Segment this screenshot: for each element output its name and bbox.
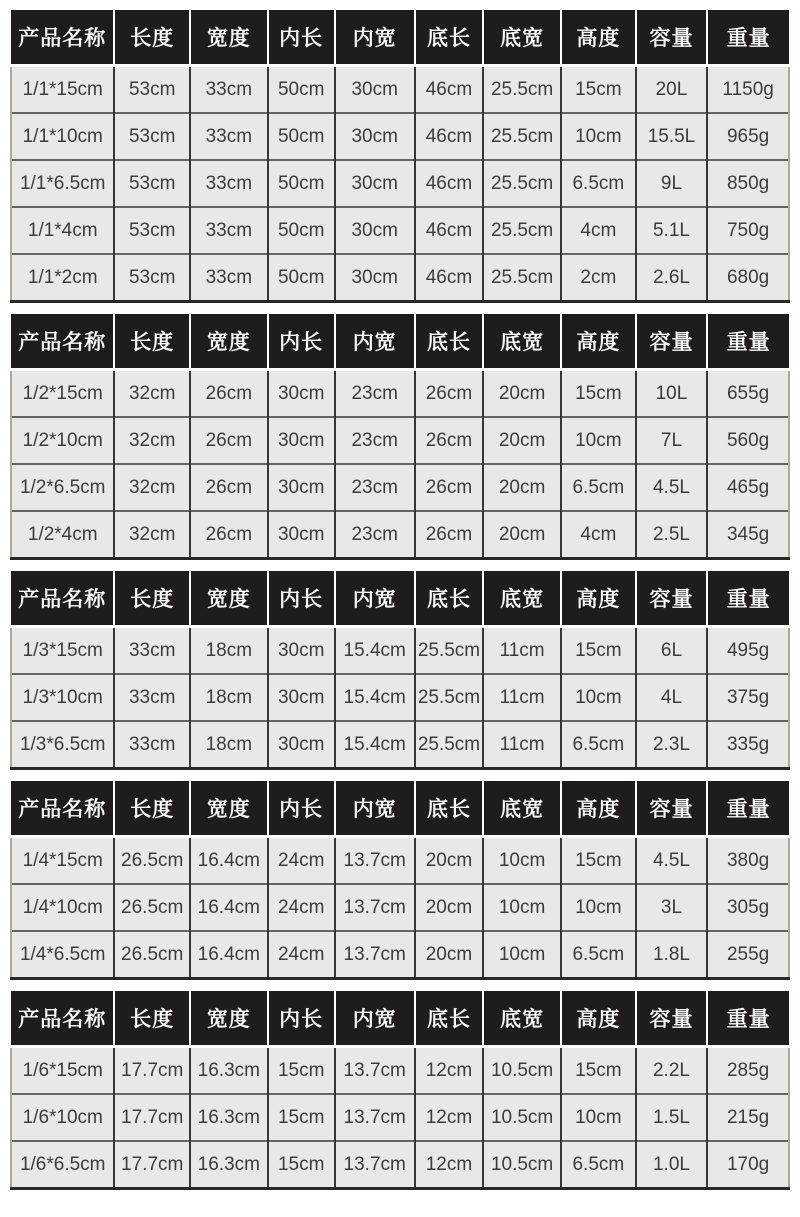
spec-value-cell: 15.4cm [335, 627, 415, 675]
product-name-cell: 1/1*4cm [11, 207, 114, 254]
spec-value-cell: 50cm [268, 66, 335, 114]
spec-value-cell: 24cm [268, 931, 335, 979]
spec-value-cell: 30cm [335, 66, 415, 114]
spec-value-cell: 32cm [114, 370, 189, 418]
spec-value-cell: 1.8L [636, 931, 708, 979]
spec-value-cell: 13.7cm [335, 1094, 415, 1141]
column-header: 内长 [268, 781, 335, 837]
table-row [11, 674, 789, 721]
column-header: 底长 [415, 10, 483, 66]
spec-value-cell: 50cm [268, 113, 335, 160]
table-row [11, 1047, 789, 1095]
table-row [11, 113, 789, 160]
spec-value-cell: 6L [636, 627, 708, 675]
spec-value-cell: 16.3cm [190, 1094, 268, 1141]
product-name-cell: 1/3*6.5cm [11, 721, 114, 769]
column-header: 底长 [415, 781, 483, 837]
spec-value-cell: 53cm [114, 254, 189, 302]
header-row [11, 10, 789, 66]
column-header: 容量 [636, 10, 708, 66]
spec-value-cell: 15cm [561, 837, 636, 885]
spec-value-cell: 26cm [415, 370, 483, 418]
spec-table [10, 781, 790, 980]
spec-value-cell: 6.5cm [561, 931, 636, 979]
table-row [11, 884, 789, 931]
spec-value-cell: 20cm [415, 931, 483, 979]
column-header: 高度 [561, 991, 636, 1047]
spec-value-cell: 18cm [190, 721, 268, 769]
spec-value-cell: 2.6L [636, 254, 708, 302]
spec-value-cell: 23cm [335, 464, 415, 511]
column-header: 底长 [415, 314, 483, 370]
spec-value-cell: 20cm [415, 837, 483, 885]
spec-value-cell: 20cm [483, 417, 561, 464]
spec-value-cell: 4L [636, 674, 708, 721]
product-name-cell: 1/1*2cm [11, 254, 114, 302]
table-row [11, 66, 789, 114]
column-header: 内宽 [335, 10, 415, 66]
spec-value-cell: 335g [707, 721, 789, 769]
spec-value-cell: 13.7cm [335, 837, 415, 885]
column-header: 内宽 [335, 781, 415, 837]
column-header: 产品名称 [11, 10, 114, 66]
spec-value-cell: 12cm [415, 1047, 483, 1095]
column-header: 底长 [415, 571, 483, 627]
spec-value-cell: 15cm [561, 1047, 636, 1095]
product-name-cell: 1/1*15cm [11, 66, 114, 114]
spec-value-cell: 15.5L [636, 113, 708, 160]
spec-value-cell: 850g [707, 160, 789, 207]
spec-value-cell: 18cm [190, 627, 268, 675]
column-header: 内长 [268, 571, 335, 627]
column-header: 宽度 [190, 10, 268, 66]
column-header: 底宽 [483, 781, 561, 837]
column-header: 内长 [268, 10, 335, 66]
column-header: 高度 [561, 571, 636, 627]
spec-value-cell: 18cm [190, 674, 268, 721]
product-name-cell: 1/3*10cm [11, 674, 114, 721]
spec-value-cell: 965g [707, 113, 789, 160]
spec-value-cell: 20cm [483, 464, 561, 511]
spec-value-cell: 25.5cm [415, 627, 483, 675]
spec-value-cell: 750g [707, 207, 789, 254]
product-name-cell: 1/6*6.5cm [11, 1141, 114, 1189]
table-row [11, 254, 789, 302]
spec-value-cell: 11cm [483, 721, 561, 769]
spec-value-cell: 11cm [483, 627, 561, 675]
table-row [11, 464, 789, 511]
spec-value-cell: 30cm [335, 207, 415, 254]
spec-value-cell: 15cm [561, 627, 636, 675]
spec-value-cell: 33cm [190, 66, 268, 114]
column-header: 长度 [114, 314, 189, 370]
spec-value-cell: 46cm [415, 160, 483, 207]
product-name-cell: 1/2*6.5cm [11, 464, 114, 511]
spec-value-cell: 25.5cm [483, 66, 561, 114]
spec-value-cell: 15.4cm [335, 721, 415, 769]
spec-value-cell: 10cm [561, 674, 636, 721]
column-header: 重量 [707, 781, 789, 837]
header-row [11, 571, 789, 627]
table-row [11, 837, 789, 885]
column-header: 宽度 [190, 571, 268, 627]
spec-value-cell: 305g [707, 884, 789, 931]
spec-value-cell: 33cm [114, 721, 189, 769]
spec-value-cell: 2cm [561, 254, 636, 302]
spec-value-cell: 2.2L [636, 1047, 708, 1095]
spec-value-cell: 15.4cm [335, 674, 415, 721]
column-header: 容量 [636, 991, 708, 1047]
product-name-cell: 1/6*10cm [11, 1094, 114, 1141]
spec-value-cell: 33cm [190, 160, 268, 207]
spec-value-cell: 1.5L [636, 1094, 708, 1141]
spec-table [10, 571, 790, 770]
spec-value-cell: 30cm [335, 113, 415, 160]
spec-value-cell: 30cm [268, 370, 335, 418]
spec-value-cell: 345g [707, 511, 789, 559]
spec-value-cell: 20cm [483, 370, 561, 418]
spec-value-cell: 10L [636, 370, 708, 418]
spec-value-cell: 53cm [114, 113, 189, 160]
column-header: 内宽 [335, 991, 415, 1047]
spec-value-cell: 4cm [561, 511, 636, 559]
spec-value-cell: 26.5cm [114, 884, 189, 931]
spec-value-cell: 16.3cm [190, 1141, 268, 1189]
product-name-cell: 1/4*6.5cm [11, 931, 114, 979]
spec-table [10, 314, 790, 560]
spec-value-cell: 32cm [114, 417, 189, 464]
table-row [11, 931, 789, 979]
product-name-cell: 1/2*15cm [11, 370, 114, 418]
table-row [11, 627, 789, 675]
spec-value-cell: 25.5cm [483, 160, 561, 207]
spec-value-cell: 26cm [415, 464, 483, 511]
spec-value-cell: 50cm [268, 160, 335, 207]
table-row [11, 417, 789, 464]
product-name-cell: 1/2*10cm [11, 417, 114, 464]
column-header: 底宽 [483, 991, 561, 1047]
spec-value-cell: 26cm [190, 464, 268, 511]
table-row [11, 370, 789, 418]
spec-value-cell: 680g [707, 254, 789, 302]
spec-value-cell: 30cm [268, 417, 335, 464]
spec-value-cell: 465g [707, 464, 789, 511]
column-header: 容量 [636, 314, 708, 370]
header-row [11, 991, 789, 1047]
spec-value-cell: 380g [707, 837, 789, 885]
spec-value-cell: 33cm [190, 113, 268, 160]
spec-value-cell: 26cm [190, 417, 268, 464]
spec-value-cell: 6.5cm [561, 160, 636, 207]
spec-value-cell: 30cm [268, 464, 335, 511]
column-header: 宽度 [190, 314, 268, 370]
spec-value-cell: 24cm [268, 837, 335, 885]
spec-value-cell: 4cm [561, 207, 636, 254]
spec-value-cell: 16.4cm [190, 837, 268, 885]
spec-value-cell: 20cm [415, 884, 483, 931]
spec-value-cell: 10cm [483, 884, 561, 931]
spec-value-cell: 17.7cm [114, 1047, 189, 1095]
table-row [11, 721, 789, 769]
column-header: 产品名称 [11, 781, 114, 837]
column-header: 宽度 [190, 781, 268, 837]
table-row [11, 1141, 789, 1189]
spec-value-cell: 30cm [268, 721, 335, 769]
spec-value-cell: 12cm [415, 1094, 483, 1141]
spec-value-cell: 2.3L [636, 721, 708, 769]
spec-value-cell: 53cm [114, 160, 189, 207]
spec-value-cell: 16.4cm [190, 884, 268, 931]
spec-value-cell: 24cm [268, 884, 335, 931]
spec-value-cell: 50cm [268, 254, 335, 302]
spec-value-cell: 10cm [483, 837, 561, 885]
spec-value-cell: 26cm [415, 417, 483, 464]
product-name-cell: 1/1*10cm [11, 113, 114, 160]
spec-value-cell: 23cm [335, 511, 415, 559]
column-header: 产品名称 [11, 314, 114, 370]
column-header: 长度 [114, 781, 189, 837]
spec-value-cell: 25.5cm [415, 674, 483, 721]
spec-value-cell: 2.5L [636, 511, 708, 559]
spec-value-cell: 30cm [335, 160, 415, 207]
product-name-cell: 1/6*15cm [11, 1047, 114, 1095]
spec-value-cell: 5.1L [636, 207, 708, 254]
spec-value-cell: 6.5cm [561, 1141, 636, 1189]
spec-value-cell: 255g [707, 931, 789, 979]
column-header: 长度 [114, 571, 189, 627]
spec-value-cell: 53cm [114, 66, 189, 114]
spec-value-cell: 1.0L [636, 1141, 708, 1189]
spec-value-cell: 10cm [561, 113, 636, 160]
spec-value-cell: 15cm [561, 66, 636, 114]
spec-value-cell: 33cm [114, 627, 189, 675]
product-name-cell: 1/2*4cm [11, 511, 114, 559]
spec-value-cell: 10cm [561, 417, 636, 464]
spec-value-cell: 3L [636, 884, 708, 931]
spec-value-cell: 30cm [268, 674, 335, 721]
spec-value-cell: 17.7cm [114, 1141, 189, 1189]
spec-value-cell: 32cm [114, 511, 189, 559]
column-header: 底宽 [483, 314, 561, 370]
spec-value-cell: 15cm [268, 1047, 335, 1095]
column-header: 内宽 [335, 314, 415, 370]
spec-value-cell: 26cm [415, 511, 483, 559]
spec-value-cell: 13.7cm [335, 1141, 415, 1189]
spec-value-cell: 26.5cm [114, 931, 189, 979]
spec-value-cell: 11cm [483, 674, 561, 721]
spec-value-cell: 13.7cm [335, 884, 415, 931]
spec-value-cell: 10cm [561, 1094, 636, 1141]
spec-value-cell: 655g [707, 370, 789, 418]
column-header: 容量 [636, 781, 708, 837]
spec-value-cell: 25.5cm [483, 207, 561, 254]
table-row [11, 511, 789, 559]
column-header: 容量 [636, 571, 708, 627]
spec-value-cell: 32cm [114, 464, 189, 511]
spec-value-cell: 170g [707, 1141, 789, 1189]
spec-value-cell: 26cm [190, 511, 268, 559]
spec-value-cell: 10.5cm [483, 1047, 561, 1095]
column-header: 底宽 [483, 10, 561, 66]
spec-value-cell: 16.3cm [190, 1047, 268, 1095]
spec-value-cell: 33cm [190, 254, 268, 302]
spec-value-cell: 6.5cm [561, 464, 636, 511]
spec-value-cell: 6.5cm [561, 721, 636, 769]
spec-value-cell: 46cm [415, 254, 483, 302]
column-header: 高度 [561, 10, 636, 66]
table-row [11, 160, 789, 207]
spec-value-cell: 375g [707, 674, 789, 721]
spec-value-cell: 215g [707, 1094, 789, 1141]
column-header: 重量 [707, 991, 789, 1047]
spec-value-cell: 10cm [561, 884, 636, 931]
spec-value-cell: 15cm [268, 1094, 335, 1141]
spec-value-cell: 25.5cm [483, 254, 561, 302]
spec-value-cell: 15cm [561, 370, 636, 418]
column-header: 内宽 [335, 571, 415, 627]
spec-value-cell: 4.5L [636, 837, 708, 885]
spec-value-cell: 46cm [415, 207, 483, 254]
column-header: 长度 [114, 10, 189, 66]
column-header: 重量 [707, 314, 789, 370]
spec-value-cell: 30cm [268, 627, 335, 675]
spec-value-cell: 30cm [268, 511, 335, 559]
spec-value-cell: 10cm [483, 931, 561, 979]
column-header: 重量 [707, 10, 789, 66]
column-header: 底长 [415, 991, 483, 1047]
spec-value-cell: 25.5cm [483, 113, 561, 160]
product-name-cell: 1/4*10cm [11, 884, 114, 931]
table-row [11, 1094, 789, 1141]
spec-value-cell: 1150g [707, 66, 789, 114]
product-name-cell: 1/1*6.5cm [11, 160, 114, 207]
column-header: 产品名称 [11, 991, 114, 1047]
spec-value-cell: 9L [636, 160, 708, 207]
spec-value-cell: 26cm [190, 370, 268, 418]
spec-value-cell: 20L [636, 66, 708, 114]
column-header: 高度 [561, 314, 636, 370]
spec-value-cell: 10.5cm [483, 1094, 561, 1141]
spec-value-cell: 25.5cm [415, 721, 483, 769]
spec-value-cell: 17.7cm [114, 1094, 189, 1141]
spec-value-cell: 12cm [415, 1141, 483, 1189]
spec-value-cell: 46cm [415, 66, 483, 114]
product-name-cell: 1/4*15cm [11, 837, 114, 885]
column-header: 底宽 [483, 571, 561, 627]
column-header: 长度 [114, 991, 189, 1047]
column-header: 内长 [268, 991, 335, 1047]
spec-value-cell: 30cm [335, 254, 415, 302]
column-header: 宽度 [190, 991, 268, 1047]
spec-value-cell: 13.7cm [335, 1047, 415, 1095]
table-row [11, 207, 789, 254]
header-row [11, 781, 789, 837]
spec-value-cell: 16.4cm [190, 931, 268, 979]
column-header: 高度 [561, 781, 636, 837]
spec-value-cell: 495g [707, 627, 789, 675]
spec-value-cell: 13.7cm [335, 931, 415, 979]
product-name-cell: 1/3*15cm [11, 627, 114, 675]
spec-value-cell: 26.5cm [114, 837, 189, 885]
spec-value-cell: 33cm [114, 674, 189, 721]
spec-value-cell: 23cm [335, 370, 415, 418]
spec-value-cell: 53cm [114, 207, 189, 254]
spec-value-cell: 15cm [268, 1141, 335, 1189]
spec-value-cell: 560g [707, 417, 789, 464]
column-header: 重量 [707, 571, 789, 627]
column-header: 产品名称 [11, 571, 114, 627]
spec-value-cell: 33cm [190, 207, 268, 254]
column-header: 内长 [268, 314, 335, 370]
spec-table [10, 10, 790, 303]
spec-value-cell: 10.5cm [483, 1141, 561, 1189]
header-row [11, 314, 789, 370]
spec-value-cell: 285g [707, 1047, 789, 1095]
spec-value-cell: 4.5L [636, 464, 708, 511]
spec-table [10, 991, 790, 1190]
spec-value-cell: 50cm [268, 207, 335, 254]
spec-value-cell: 20cm [483, 511, 561, 559]
spec-value-cell: 23cm [335, 417, 415, 464]
spec-value-cell: 46cm [415, 113, 483, 160]
spec-value-cell: 7L [636, 417, 708, 464]
